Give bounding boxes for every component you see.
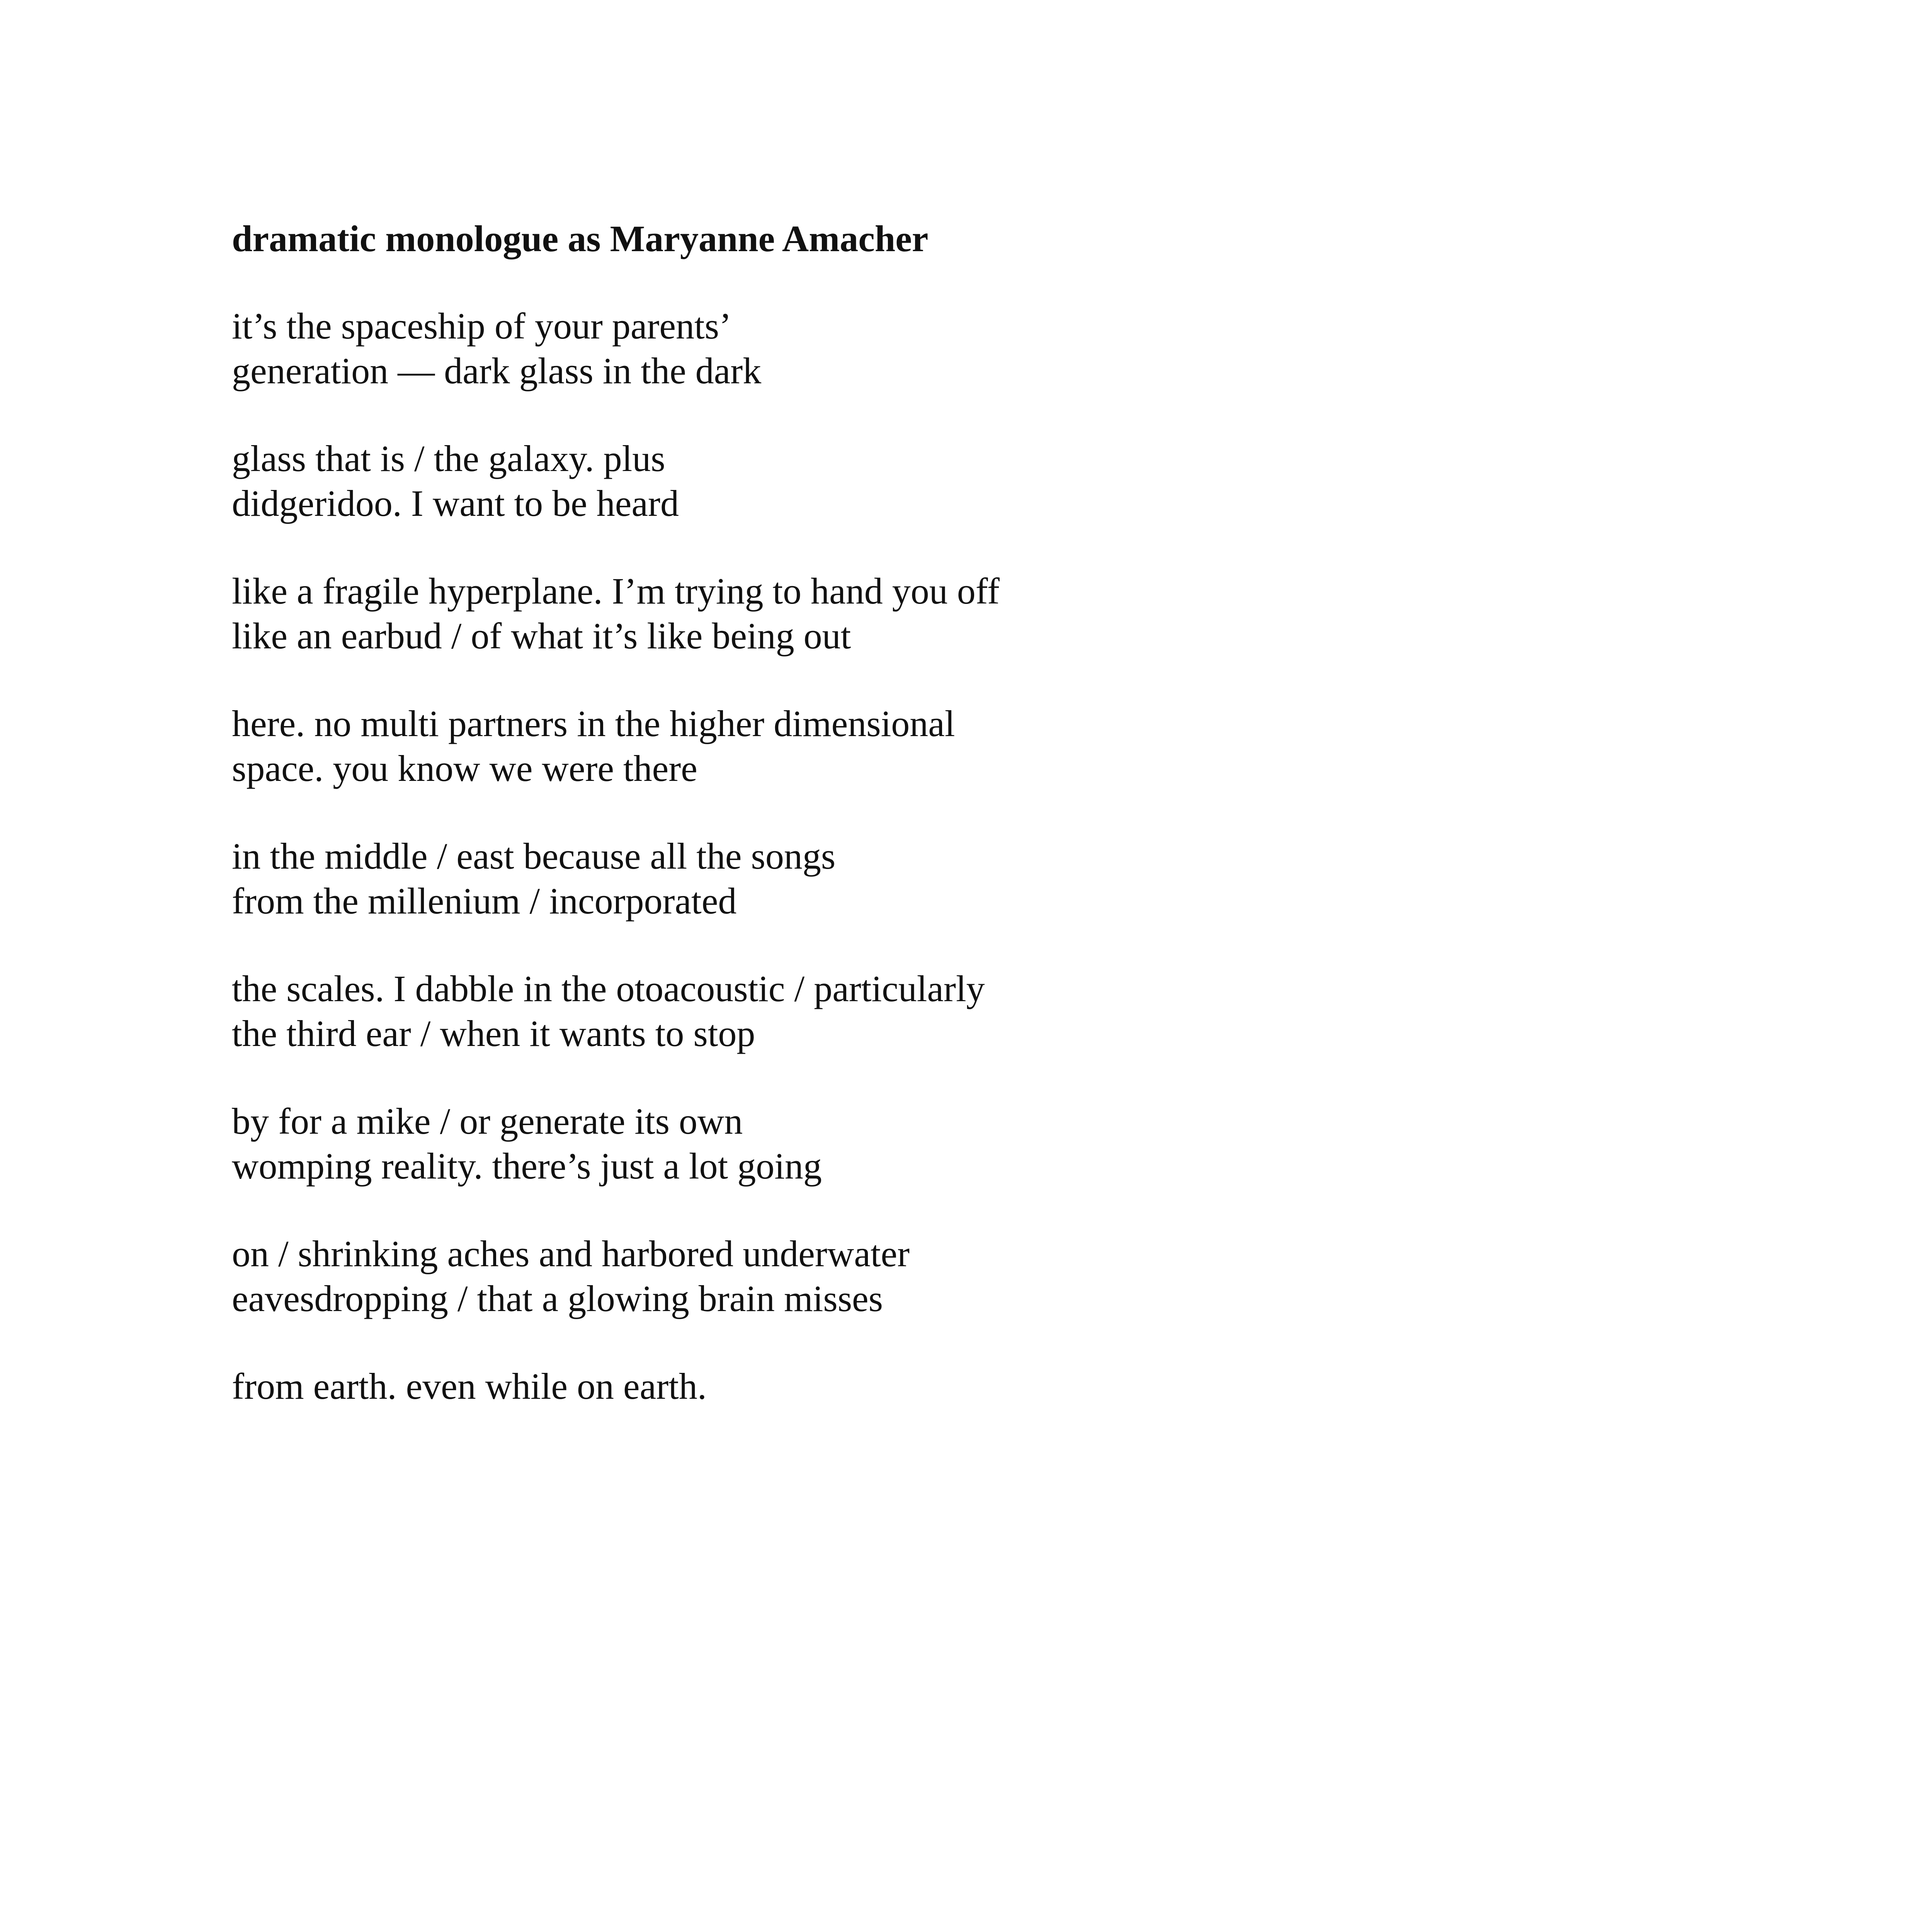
poem-line: the third ear / when it wants to stop (232, 1013, 755, 1054)
poem-line: the scales. I dabble in the otoacoustic / particularly (232, 968, 985, 1009)
poem-line: in the middle / east because all the songs (232, 835, 836, 877)
poem-line: by for a mike / or generate its own (232, 1100, 743, 1142)
poem-line: like an earbud / of what it’s like being out (232, 615, 851, 656)
poem-line: on / shrinking aches and harbored underwater (232, 1233, 910, 1274)
poem-line: glass that is / the galaxy. plus (232, 438, 665, 479)
poem-line: from earth. even while on earth. (232, 1366, 707, 1407)
stanza (232, 701, 1623, 791)
stanza (232, 569, 1623, 658)
stanza (232, 1099, 1623, 1189)
poem-line: like a fragile hyperplane. I’m trying to hand you off (232, 570, 1000, 612)
poem-line: didgeridoo. I want to be heard (232, 483, 679, 524)
poem-line: womping reality. there’s just a lot going (232, 1145, 822, 1187)
poem-title: dramatic monologue as Maryanne Amacher (232, 218, 929, 259)
poem-line: from the millenium / incorporated (232, 880, 737, 922)
stanza (232, 1364, 1623, 1409)
poem-line: eavesdropping / that a glowing brain misses (232, 1278, 883, 1319)
stanza (232, 1231, 1623, 1321)
stanza (232, 436, 1623, 526)
stanza (232, 834, 1623, 923)
poem-line: it’s the spaceship of your parents’ (232, 305, 731, 347)
poem (232, 216, 1623, 1452)
poem-line: here. no multi partners in the higher dimensional (232, 703, 955, 744)
poem-line: generation — dark glass in the dark (232, 350, 762, 391)
poem-line: space. you know we were there (232, 748, 697, 789)
stanza (232, 304, 1623, 393)
stanza (232, 966, 1623, 1056)
